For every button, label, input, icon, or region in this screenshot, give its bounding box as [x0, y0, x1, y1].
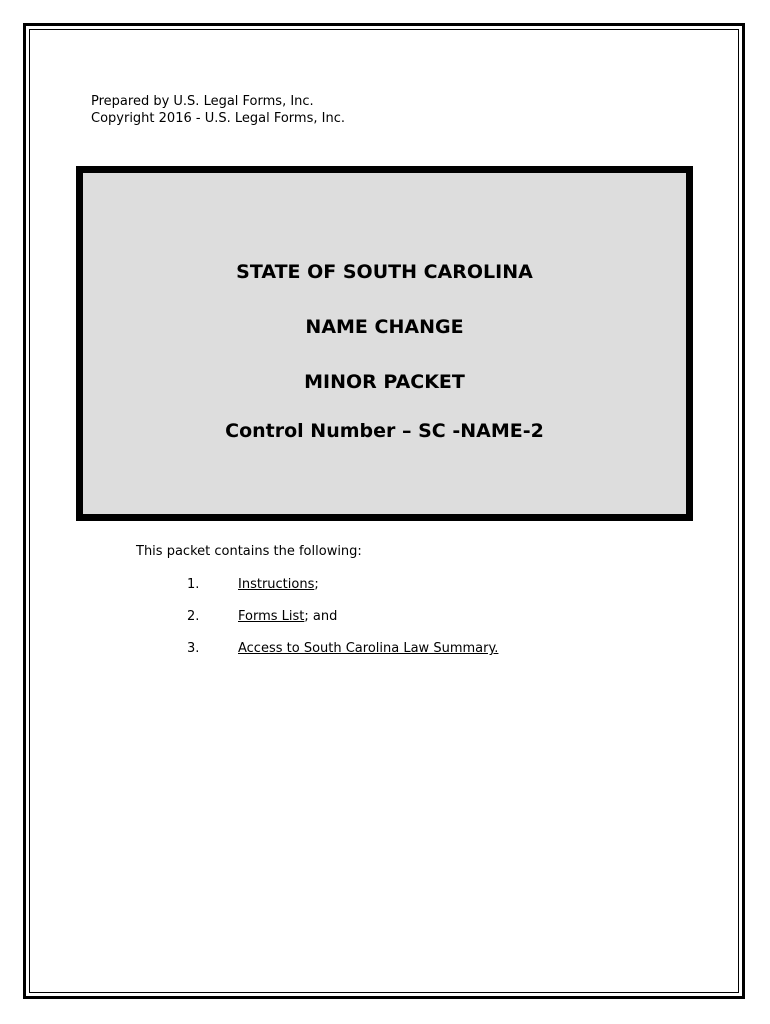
list-item-text — [238, 608, 337, 625]
list-item-text — [238, 640, 498, 657]
copyright-text: Copyright 2016 - U.S. Legal Forms, Inc. — [91, 111, 345, 126]
prepared-by-text: Prepared by U.S. Legal Forms, Inc. — [91, 94, 314, 109]
title-box — [76, 166, 693, 521]
list-item-suffix: ; — [314, 577, 319, 592]
state-title: STATE OF SOUTH CAROLINA — [236, 261, 533, 283]
list-item-text — [238, 576, 319, 593]
list-item-number: 3. — [187, 641, 200, 656]
list-item-suffix: ; and — [304, 609, 338, 624]
list-item-number: 2. — [187, 609, 200, 624]
control-number: Control Number – SC -NAME-2 — [225, 420, 544, 442]
contents-intro: This packet contains the following: — [136, 544, 362, 559]
name-change-title: NAME CHANGE — [305, 316, 464, 338]
instructions-link[interactable]: Instructions — [238, 577, 315, 592]
law-summary-link[interactable]: Access to South Carolina Law Summary. — [238, 641, 499, 656]
packet-title: MINOR PACKET — [304, 371, 465, 393]
prepared-by-block — [91, 93, 345, 127]
list-item-number: 1. — [187, 577, 200, 592]
forms-list-link[interactable]: Forms List — [238, 609, 305, 624]
